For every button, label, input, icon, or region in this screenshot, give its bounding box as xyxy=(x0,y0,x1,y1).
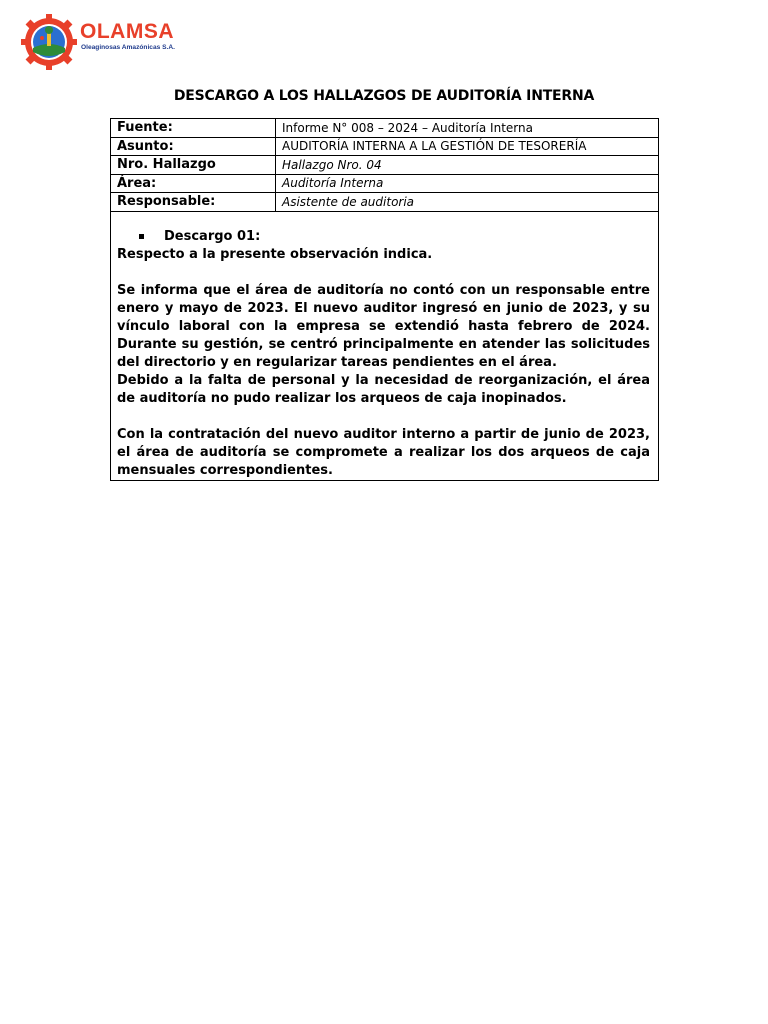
row-value: Hallazgo Nro. 04 xyxy=(276,156,659,175)
row-value: Asistente de auditoria xyxy=(276,193,659,212)
table-row xyxy=(111,119,659,138)
row-value: AUDITORÍA INTERNA A LA GESTIÓN DE TESORERÍA xyxy=(276,137,659,156)
row-label: Fuente: xyxy=(111,119,276,138)
logo-name: OLAMSA xyxy=(80,20,174,43)
row-label: Nro. Hallazgo xyxy=(111,156,276,175)
table-row xyxy=(111,156,659,175)
row-value: Informe N° 008 – 2024 – Auditoría Interna xyxy=(276,119,659,138)
document-title: DESCARGO A LOS HALLAZGOS DE AUDITORÍA INTERNA xyxy=(173,88,595,104)
paragraph-2: Debido a la falta de personal y la necesidad de reorganización, el área de auditoría no pudo realizar los arqueos de caja inopinados. xyxy=(117,372,650,406)
row-label: Área: xyxy=(111,174,276,193)
descargo-body xyxy=(111,211,659,480)
finding-table xyxy=(110,118,659,481)
logo-subtitle: Oleaginosas Amazónicas S.A. xyxy=(81,44,175,51)
table-row xyxy=(111,137,659,156)
row-label: Responsable: xyxy=(111,193,276,212)
bullet-text: Descargo 01: xyxy=(164,228,261,244)
bullet-item xyxy=(139,228,650,246)
row-value: Auditoría Interna xyxy=(276,174,659,193)
paragraph-3: Con la contratación del nuevo auditor interno a partir de junio de 2023, el área de auditoría se compromete a realizar los dos arqueos de caja mensuales correspondientes. xyxy=(117,426,650,478)
table-body-row xyxy=(111,211,659,480)
intro-text: Respecto a la presente observación indica. xyxy=(117,246,433,262)
paragraph-1: Se informa que el área de auditoría no contó con un responsable entre enero y mayo de 2023. El nuevo auditor ingresó en junio de 2023, y su vínculo laboral con la empresa se extendió hasta febrero de 2024. Durante su gestión, se centró principalmente en atender las solicitudes del directorio y en regularizar tareas pendientes en el área. xyxy=(117,282,650,370)
gear-logo-icon xyxy=(20,14,78,70)
table-row xyxy=(111,174,659,193)
table-row xyxy=(111,193,659,212)
bullet-square-icon xyxy=(139,234,144,239)
row-label: Asunto: xyxy=(111,137,276,156)
company-logo xyxy=(20,14,180,70)
